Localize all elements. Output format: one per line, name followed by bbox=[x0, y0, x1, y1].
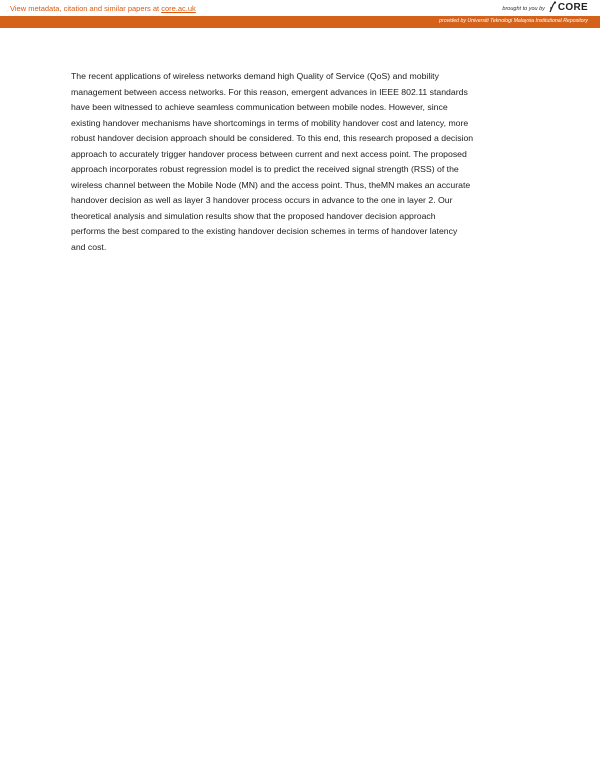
abstract-line: handover decision as well as layer 3 handover process occurs in advance to the one in layer 2. Our bbox=[71, 195, 453, 205]
brought-to-you-text: brought to you by bbox=[502, 6, 545, 12]
abstract-line: existing handover mechanisms have shortcomings in terms of mobility handover cost and latency, more bbox=[71, 117, 469, 128]
core-logo[interactable] bbox=[548, 1, 588, 13]
abstract-line: The recent applications of wireless networks demand high Quality of Service (QoS) and mobility bbox=[71, 71, 439, 81]
repository-band bbox=[0, 16, 600, 28]
abstract-line: robust handover decision approach should be considered. To this end, this research proposed a decision bbox=[71, 133, 474, 143]
abstract-paragraph bbox=[71, 69, 533, 255]
abstract-line: approach incorporates robust regression model is to predict the received signal strength (RSS) of the bbox=[71, 164, 459, 174]
brought-to-you-by bbox=[502, 1, 588, 13]
abstract-line: and cost. bbox=[71, 241, 107, 252]
core-logo-icon bbox=[548, 1, 557, 13]
abstract-line: management between access networks. For this reason, emergent advances in IEEE 802.11 standards bbox=[71, 86, 468, 97]
abstract-line: theoretical analysis and simulation results show that the proposed handover decision approach bbox=[71, 210, 436, 221]
abstract-line: performs the best compared to the existing handover decision schemes in terms of handover latency bbox=[71, 226, 458, 236]
abstract-line: wireless channel between the Mobile Node (MN) and the access point. Thus, theMN makes an accurate bbox=[71, 179, 471, 190]
core-header-bar bbox=[0, 0, 600, 16]
provided-by-text: provided by Universiti Teknologi Malaysia Institutional Repository bbox=[439, 18, 588, 24]
abstract-line: approach to accurately trigger handover process between current and next access point. The proposed bbox=[71, 148, 467, 159]
abstract-line: have been witnessed to achieve seamless communication between mobile nodes. However, since bbox=[71, 102, 448, 112]
core-ac-uk-link[interactable]: core.ac.uk bbox=[161, 4, 196, 13]
metadata-text: View metadata, citation and similar papers at bbox=[10, 4, 162, 13]
core-label: CORE bbox=[557, 1, 588, 13]
metadata-notice bbox=[10, 4, 196, 13]
